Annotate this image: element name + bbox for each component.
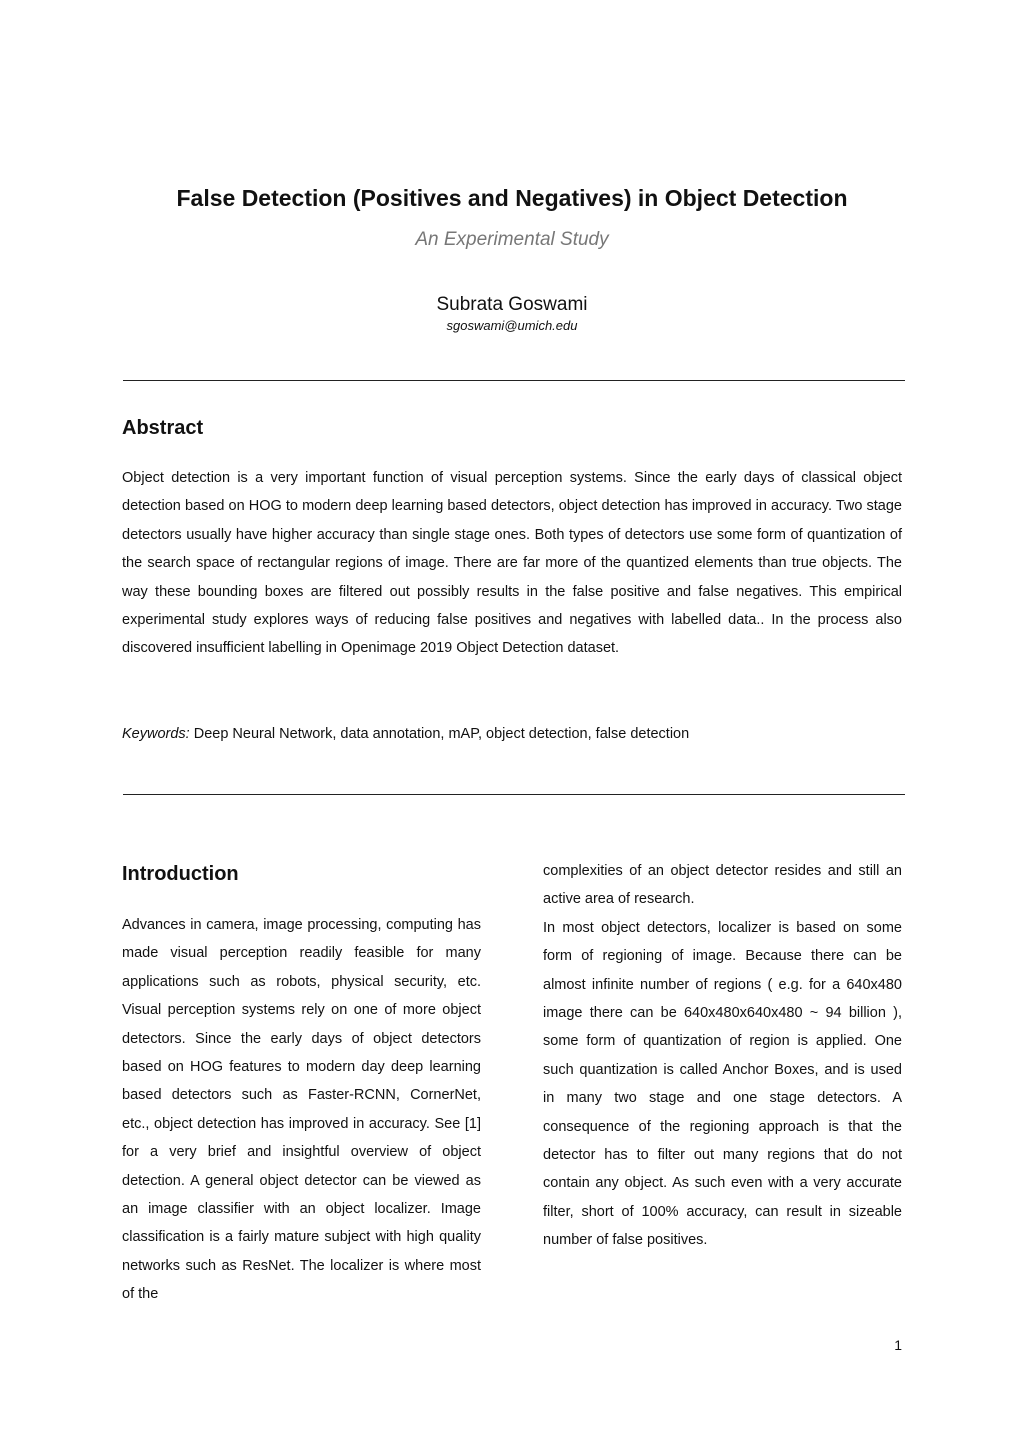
introduction-left-column (122, 911, 481, 1309)
page-number: 1 (894, 1337, 902, 1353)
keywords-text: Deep Neural Network, data annotation, mAP, object detection, false detection (189, 726, 690, 742)
introduction-heading: Introduction (122, 863, 239, 885)
top-divider (123, 380, 905, 381)
abstract-heading: Abstract (122, 417, 204, 439)
introduction-left-paragraph: Advances in camera, image processing, computing has made visual perception readily feasible for many applications such as robots, physical security, etc. Visual perception systems rely on one of more object detectors. Since the early days of object detectors based on HOG features to modern day deep learning based detectors such as Faster-RCNN, CornerNet, etc., object detection has improved in accuracy. See [1] for a very brief and insightful overview of object detection. A general object detector can be viewed as an image classifier with an object localizer. Image classification is a fairly mature subject with high quality networks such as ResNet. The localizer is where most of the (122, 917, 481, 1303)
introduction-right-paragraph-1: complexities of an object detector resides and still an active area of research. (543, 863, 902, 908)
author-name: Subrata Goswami (436, 294, 588, 315)
author-email: sgoswami@umich.edu (446, 318, 578, 333)
introduction-right-column (543, 857, 902, 1255)
paper-subtitle: An Experimental Study (415, 229, 609, 250)
introduction-right-paragraph-2: In most object detectors, localizer is based on some form of regioning of image. Because there can be almost infinite number of regions ( e.g. for a 640x480 image there can be 640x480x640x480 ~ 94 billion ), some form of quantization of region is applied. One such quantization is called Anchor Boxes, and is used in many two stage and one stage detectors. A consequence of the regioning approach is that the detector has to filter out many regions that do not contain any object. As such even with a very accurate filter, short of 100% accuracy, can result in sizeable number of false positives. (543, 919, 902, 1249)
bottom-divider (123, 794, 905, 795)
abstract-text: Object detection is a very important function of visual perception systems. Since the early days of classical object detection based on HOG to modern deep learning based detectors, object detection has improved in accuracy. Two stage detectors usually have higher accuracy than single stage ones. Both types of detectors use some form of quantization of the search space of rectangular regions of image. There are far more of the quantized elements than true objects. The way these bounding boxes are filtered out possibly results in the false positive and false negatives. This empirical experimental study explores ways of reducing false positives and negatives with labelled data.. In the process also discovered insufficient labelling in Openimage 2019 Object Detection dataset. (122, 470, 902, 657)
paper-title: False Detection (Positives and Negatives) in Object Detection (176, 185, 848, 211)
keywords-label: Keywords: (122, 726, 190, 742)
keywords-line (122, 722, 902, 746)
